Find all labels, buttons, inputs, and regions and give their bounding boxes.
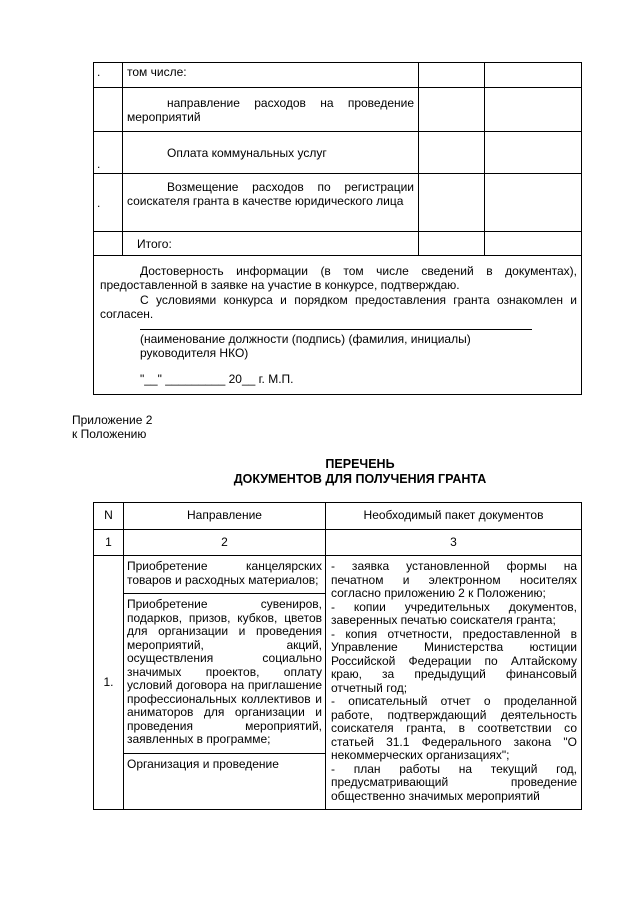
table-row [94, 88, 582, 132]
signature-caption: (наименование должности (подпись) (фамилия, инициалы) [140, 332, 471, 346]
column-header: N [94, 503, 124, 530]
empty-cell [485, 232, 582, 256]
budget-table [93, 62, 582, 395]
table-row [94, 556, 582, 810]
document-item: - заявка установленной формы на печатном и электронном носителях согласно приложению 2 к Положению; [331, 559, 577, 600]
date-line: "__" _________ 20__ г. М.П. [140, 372, 294, 386]
row-text: Возмещение расходов по регистрации соискателя гранта в качестве юридического лица [123, 174, 419, 232]
column-number: 2 [124, 530, 326, 556]
empty-cell [485, 174, 582, 232]
row-text: Оплата коммунальных услуг [123, 132, 419, 174]
directions-cell [124, 556, 326, 810]
row-text: направление расходов на проведение мероприятий [123, 88, 419, 132]
empty-cell [419, 132, 485, 174]
signature-line [140, 329, 532, 330]
empty-cell [419, 88, 485, 132]
documents-table [93, 502, 582, 810]
column-header: Направление [124, 503, 326, 530]
document-item: - план работы на текущий год, предусматривающий проведение общественно значимых мероприятий [331, 761, 577, 803]
table-row [94, 63, 582, 88]
column-header: Необходимый пакет документов [326, 503, 582, 530]
table-row [94, 232, 582, 256]
empty-cell [485, 132, 582, 174]
empty-cell [419, 232, 485, 256]
table-row [94, 174, 582, 232]
documents-cell [326, 556, 582, 810]
appendix-note [72, 413, 152, 441]
empty-cell [485, 63, 582, 88]
row-text: том числе: [123, 63, 419, 88]
table-row [94, 132, 582, 174]
direction-item: Приобретение сувениров, подарков, призов, кубков, цветов для организации и проведения мероприятий, акций, осуществления социально значимых проектов, оплату условий договора на приглашение профессиональных коллективов и аниматоров для организации и проведения мероприятий, заявленных в программе; [124, 594, 325, 754]
declaration-paragraph: С условиями конкурса и порядком предоставления гранта ознакомлен и согласен. [100, 293, 577, 321]
title-line: ПЕРЕЧЕНЬ [325, 457, 395, 471]
row-number: . [94, 174, 123, 232]
row-number: . [94, 63, 123, 88]
header-row [94, 503, 582, 530]
title-line: ДОКУМЕНТОВ ДЛЯ ПОЛУЧЕНИЯ ГРАНТА [233, 472, 487, 486]
declaration-row [94, 256, 582, 395]
row-number: 1. [94, 556, 124, 810]
empty-cell [419, 174, 485, 232]
declaration-cell [94, 256, 582, 395]
list-title [160, 457, 560, 487]
row-number [94, 232, 123, 256]
appendix-line: к Положению [72, 427, 147, 441]
row-number [94, 88, 123, 132]
document-item: - копия отчетности, предоставленной в Управление Министерства юстиции Российской Федерации по Алтайскому краю, за предыдущий финансовый отчетный год; [331, 626, 577, 695]
direction-item: Организация и проведение [127, 756, 279, 771]
column-number: 3 [326, 530, 582, 556]
row-number: . [94, 132, 123, 174]
number-row [94, 530, 582, 556]
signature-caption: руководителя НКО) [140, 346, 249, 360]
total-label: Итого: [123, 232, 419, 256]
column-number: 1 [94, 530, 124, 556]
empty-cell [485, 88, 582, 132]
document-item: - копии учредительных документов, заверенных печатью соискателя гранта; [331, 599, 577, 627]
appendix-line: Приложение 2 [72, 413, 153, 427]
document-item: - описательный отчет о проделанной работе, подтверждающий деятельность соискателя гранта, в соответствии со статьей 31.1 Федерального закона "О некоммерческих организациях"; [331, 694, 577, 762]
declaration-paragraph: Достоверность информации (в том числе сведений в документах), предоставленной в заявке на участие в конкурсе, подтверждаю. [100, 264, 577, 292]
empty-cell [419, 63, 485, 88]
direction-item: Приобретение канцелярских товаров и расходных материалов; [124, 556, 325, 594]
